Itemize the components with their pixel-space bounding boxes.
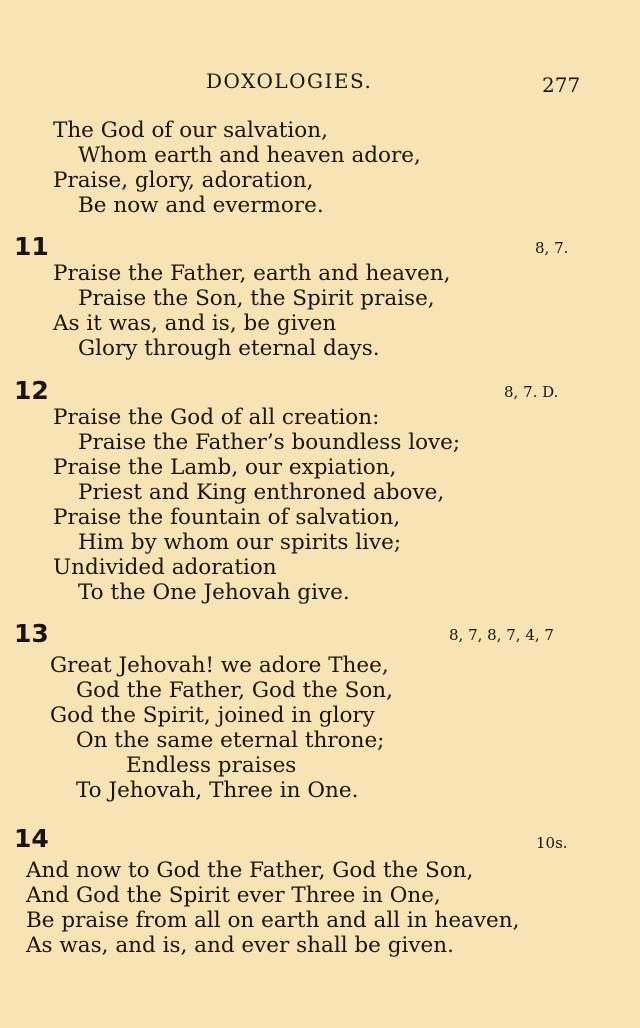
hymn-line: Undivided adoration xyxy=(53,555,277,580)
hymn-line: As was, and is, and ever shall be given. xyxy=(26,933,454,958)
hymn-number: 13 xyxy=(14,619,49,648)
hymn-line: And now to God the Father, God the Son, xyxy=(26,858,474,883)
hymn-line: Him by whom our spirits live; xyxy=(78,530,402,555)
stanza-line: Be now and evermore. xyxy=(78,193,324,218)
hymn-line: As it was, and is, be given xyxy=(53,311,337,336)
stanza-line: Praise, glory, adoration, xyxy=(53,168,314,193)
hymn-line: To the One Jehovah give. xyxy=(78,580,350,605)
hymn-line: To Jehovah, Three in One. xyxy=(76,778,359,803)
hymn-line: And God the Spirit ever Three in One, xyxy=(26,883,441,908)
meter-label: 10s. xyxy=(536,834,568,852)
stanza-line: Whom earth and heaven adore, xyxy=(78,143,421,168)
hymn-line: Great Jehovah! we adore Thee, xyxy=(50,653,389,678)
meter-label: 8, 7. xyxy=(535,239,569,257)
hymn-line: Be praise from all on earth and all in heaven, xyxy=(26,908,520,933)
hymn-line: Praise the Father’s boundless love; xyxy=(78,430,461,455)
hymn-line: Endless praises xyxy=(126,753,297,778)
hymn-number: 14 xyxy=(14,824,49,853)
hymn-line: Priest and King enthroned above, xyxy=(78,480,445,505)
meter-label: 8, 7, 8, 7, 4, 7 xyxy=(449,626,554,644)
section-title: DOXOLOGIES. xyxy=(206,69,373,93)
hymn-line: Praise the Father, earth and heaven, xyxy=(53,261,451,286)
hymn-number: 12 xyxy=(14,376,49,405)
hymn-line: Praise the Son, the Spirit praise, xyxy=(78,286,435,311)
hymn-number: 11 xyxy=(14,232,49,261)
hymn-line: Praise the God of all creation: xyxy=(53,405,380,430)
hymn-line: God the Spirit, joined in glory xyxy=(50,703,375,728)
hymn-line: On the same eternal throne; xyxy=(76,728,385,753)
page-number: 277 xyxy=(542,73,581,97)
hymn-line: Praise the Lamb, our expiation, xyxy=(53,455,397,480)
hymn-line: Praise the fountain of salvation, xyxy=(53,505,401,530)
stanza-line: The God of our salvation, xyxy=(53,118,328,143)
hymn-line: Glory through eternal days. xyxy=(78,336,380,361)
meter-label: 8, 7. D. xyxy=(504,383,559,401)
hymn-line: God the Father, God the Son, xyxy=(76,678,393,703)
